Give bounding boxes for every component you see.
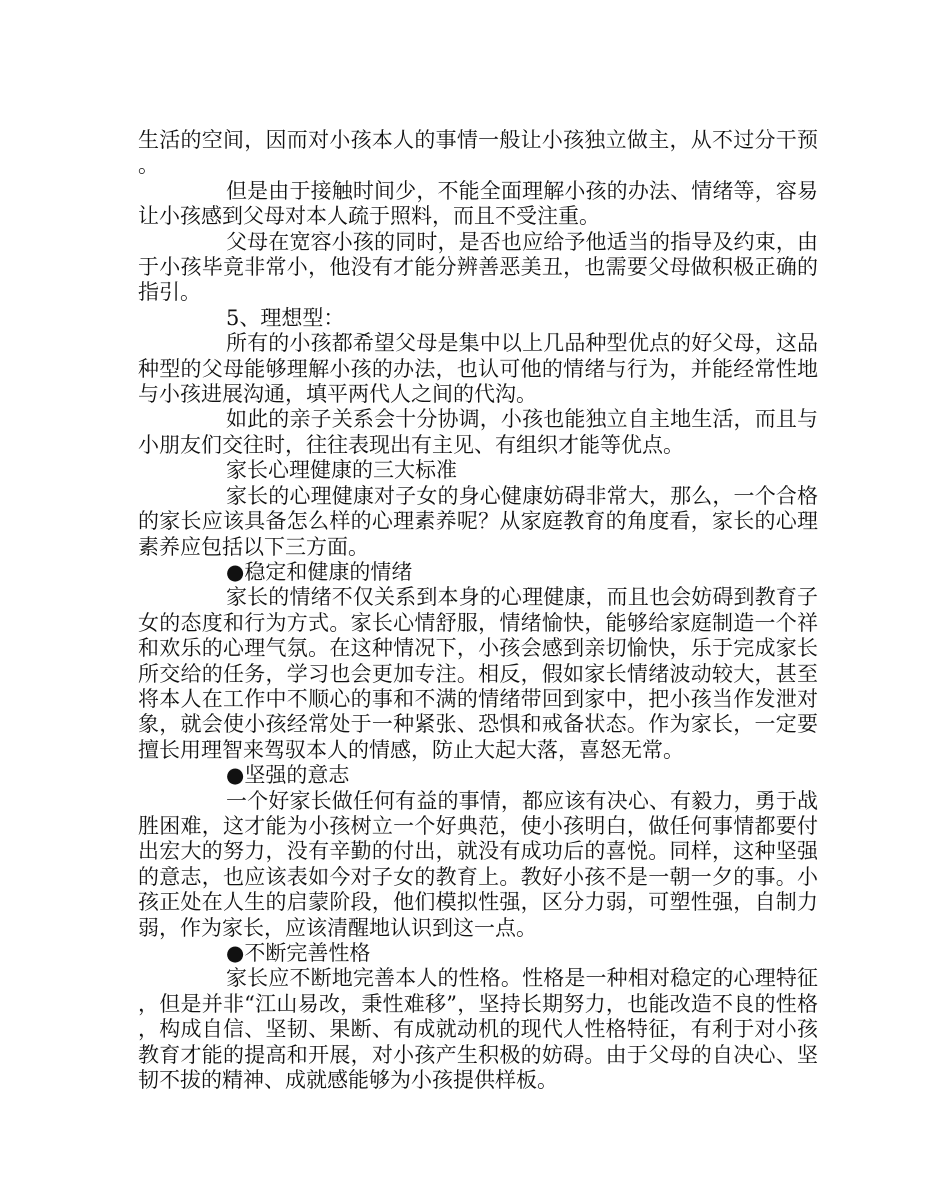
paragraph-5: 所有的小孩都希望父母是集中以上几品种型优点的好父母，这品种型的父母能够理解小孩的办法，也认可他的情绪与行为，并能经常性地与小孩进展沟通，填平两代人之间的代沟。 bbox=[138, 331, 818, 407]
paragraph-12: 一个好家长做任何有益的事情，都应该有决心、有毅力，勇于战胜困难，这才能为小孩树立一个好典范，使小孩明白，做任何事情都要付出宏大的努力，没有辛勤的付出，就没有成功后的喜悦。同样，这种坚强的意志，也应该表如今对子女的教育上。教好小孩不是一朝一夕的事。小孩正处在人生的启蒙阶段，他们模拟性强，区分力弱，可塑性强，自制力弱，作为家长，应该清醒地认识到这一点。 bbox=[138, 788, 818, 940]
bullet-heading-stable-emotion: ●稳定和健康的情绪 bbox=[226, 559, 413, 584]
paragraph-6: 如此的亲子关系会十分协调，小孩也能独立自主地生活，而且与小朋友们交往时，往往表现出有主见、有组织才能等优点。 bbox=[138, 407, 818, 457]
paragraph-10: 家长的情绪不仅关系到本身的心理健康，而且也会妨碍到教育子女的态度和行为方式。家长心情舒服，情绪愉快，能够给家庭制造一个祥和欢乐的心理气氛。在这种情况下，小孩会感到亲切愉快，乐于完成家长所交给的任务，学习也会更加专注。相反，假如家长情绪波动较大，甚至将本人在工作中不顺心的事和不满的情绪带回到家中，把小孩当作发泄对象，就会使小孩经常处于一种紧张、恐惧和戒备状态。作为家长，一定要擅长用理智来驾驭本人的情感，防止大起大落，喜怒无常。 bbox=[138, 585, 818, 762]
paragraph-3: 父母在宽容小孩的同时，是否也应给予他适当的指导及约束，由于小孩毕竟非常小，他没有才能分辨善恶美丑，也需要父母做积极正确的指引。 bbox=[138, 229, 818, 305]
paragraph-8: 家长的心理健康对子女的身心健康妨碍非常大，那么，一个合格的家长应该具备怎么样的心理素养呢？从家庭教育的角度看，家长的心理素养应包括以下三方面。 bbox=[138, 483, 818, 559]
document-page bbox=[138, 128, 818, 1093]
bullet-heading-strong-will: ●坚强的意志 bbox=[226, 763, 350, 788]
paragraph-1: 生活的空间，因而对小孩本人的事情一般让小孩独立做主，从不过分干预。 bbox=[138, 128, 818, 178]
section-heading-three-standards: 家长心理健康的三大标准 bbox=[226, 458, 457, 483]
paragraph-14: 家长应不断地完善本人的性格。性格是一种相对稳定的心理特征，但是并非“江山易改，秉性难移”，坚持长期努力，也能改造不良的性格，构成自信、坚韧、果断、有成就动机的现代人性格特征，有利于对小孩教育才能的提高和开展，对小孩产生积极的妨碍。由于父母的自决心、坚韧不拔的精神、成就感能够为小孩提供样板。 bbox=[138, 966, 818, 1093]
paragraph-2: 但是由于接触时间少，不能全面理解小孩的办法、情绪等，容易让小孩感到父母对本人疏于照料，而且不受注重。 bbox=[138, 178, 818, 229]
section-heading-ideal-type: 5、理想型： bbox=[226, 305, 345, 330]
bullet-heading-improve-personality: ●不断完善性格 bbox=[226, 941, 371, 965]
